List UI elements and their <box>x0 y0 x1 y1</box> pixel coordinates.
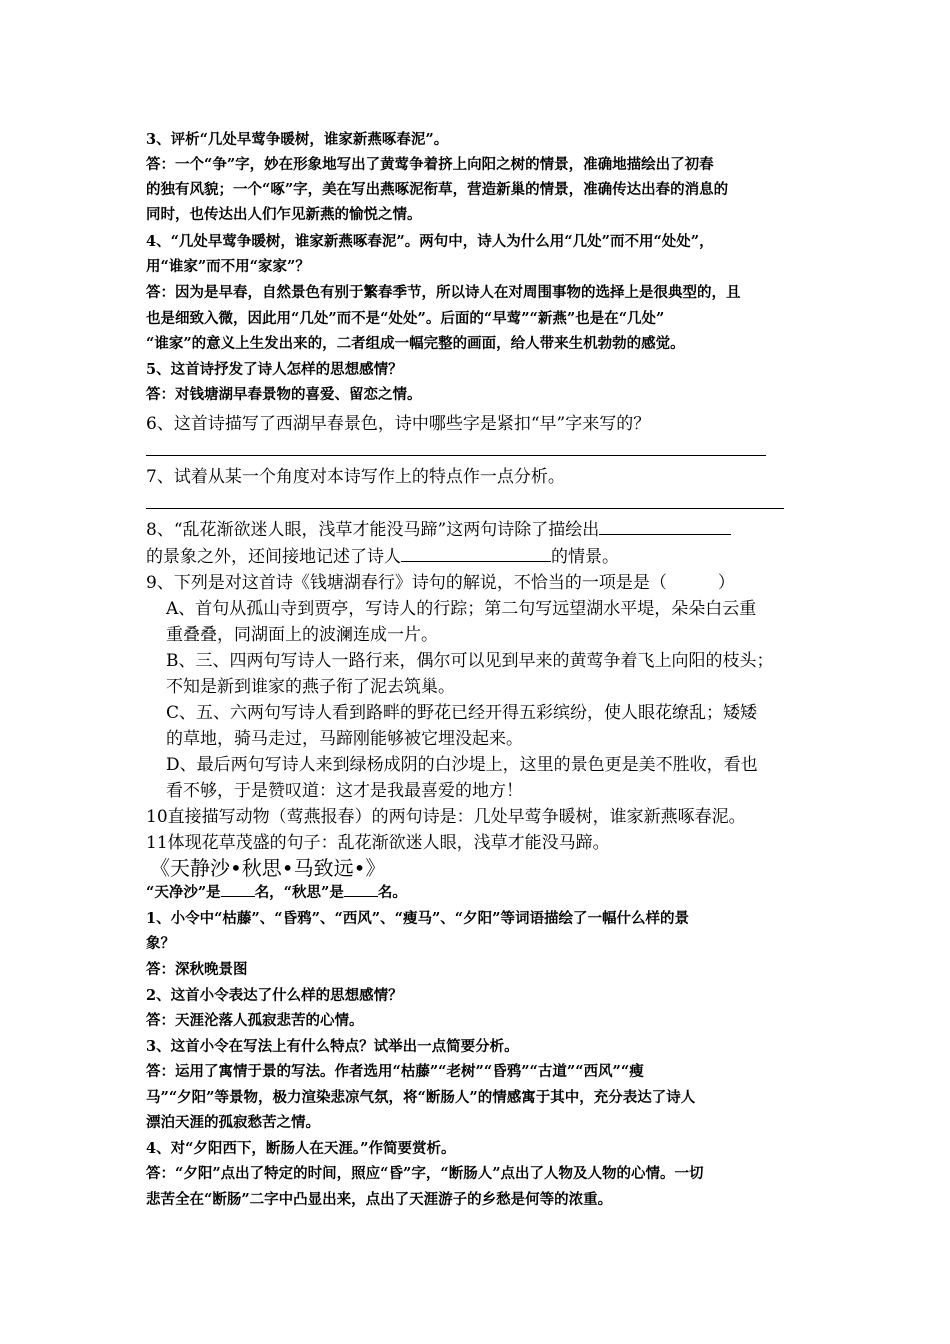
answer-5: 答：对钱塘湖早春景物的喜爱、留恋之情。 <box>146 386 422 403</box>
option-c-line-1: C、五、六两句写诗人看到路畔的野花已经开得五彩缤纷，使人眼花缭乱；矮矮 <box>166 703 758 723</box>
question-4-line-1: 4、“几处早莺争暖树，谁家新燕啄春泥”。两句中，诗人为什么用“几处”而不用“处处”， <box>146 233 714 250</box>
answer-line-7 <box>146 508 784 509</box>
question-8-text-a: 8、“乱花渐欲迷人眼，浅草才能没马蹄”这两句诗除了描绘出 <box>146 520 600 540</box>
question-8-line-1 <box>146 515 731 540</box>
option-b-line-2: 不知是新到谁家的燕子衔了泥去筑巢。 <box>166 677 455 697</box>
blank-8-scene[interactable] <box>599 520 731 535</box>
qs-question-1-line-2: 象？ <box>146 935 175 952</box>
blank-tianjingsha[interactable] <box>221 882 255 897</box>
question-3: 3、评析“几处早莺争暖树，谁家新燕啄春泥”。 <box>146 131 449 148</box>
answer-3-line-3: 同时，也传达出人们乍见新燕的愉悦之情。 <box>146 206 422 223</box>
question-8-line-2 <box>146 542 619 567</box>
question-5: 5、这首诗抒发了诗人怎样的思想感情？ <box>146 361 403 378</box>
fill-in-text-a: “天净沙”是 <box>146 884 221 901</box>
qs-question-4: 4、对“夕阳西下，断肠人在天涯。”作简要赏析。 <box>146 1140 456 1157</box>
qs-answer-2: 答：天涯沦落人孤寂悲苦的心情。 <box>146 1012 364 1029</box>
answer-4-line-2: 也是细致入微，因此用“几处”而不是“处处”。后面的“早莺”“新燕”也是在“几处” <box>146 310 665 327</box>
blank-qiusi[interactable] <box>344 882 378 897</box>
answer-3-line-2: 的独有风貌；一个“啄”字，美在写出燕啄泥衔草，营造新巢的情景，准确传达出春的消息的 <box>146 181 729 198</box>
answer-3-line-1: 答：一个“争”字，妙在形象地写出了黄莺争着挤上向阳之树的情景，准确地描绘出了初春 <box>146 156 714 173</box>
qs-answer-4-line-1: 答：“夕阳”点出了特定的时间，照应“昏”字，“断肠人”点出了人物及人物的心情。一切 <box>146 1165 704 1182</box>
section-title: 《天静沙•秋思•马致远•》 <box>150 856 386 880</box>
question-6: 6、这首诗描写了西湖早春景色，诗中哪些字是紧扣“早”字来写的？ <box>146 414 651 434</box>
item-11: 11体现花草茂盛的句子：乱花渐欲迷人眼，浅草才能没马蹄。 <box>146 833 610 853</box>
option-c-line-2: 的草地，骑马走过，马蹄刚能够被它埋没起来。 <box>166 729 523 749</box>
option-b-line-1: B、三、四两句写诗人一路行来，偶尔可以见到早来的黄莺争着飞上向阳的枝头； <box>166 651 774 671</box>
question-9: 9、下列是对这首诗《钱塘湖春行》诗句的解说，不恰当的一项是是（ ） <box>146 573 735 593</box>
qs-answer-4-line-2: 悲苦全在“断肠”二字中凸显出来，点出了天涯游子的乡愁是何等的浓重。 <box>146 1191 613 1208</box>
answer-4-line-1: 答：因为是早春，自然景色有别于繁春季节，所以诗人在对周围事物的选择上是很典型的，且 <box>146 284 741 301</box>
option-a-line-1: A、首句从孤山寺到贾亭，写诗人的行踪；第二句写远望湖水平堤，朵朵白云重 <box>166 599 757 619</box>
item-10: 10直接描写动物（莺燕报春）的两句诗是：几处早莺争暖树，谁家新燕啄春泥。 <box>146 807 746 827</box>
option-d-line-2: 看不够，于是赞叹道：这才是我最喜爱的地方！ <box>166 781 523 801</box>
question-8-text-c: 的情景。 <box>551 547 619 567</box>
fill-in-text-c: 名。 <box>377 884 407 901</box>
fill-in-name <box>146 881 407 902</box>
qs-answer-1: 答：深秋晚景图 <box>146 961 248 978</box>
qs-answer-3-line-1: 答：运用了寓情于景的写法。作者选用“枯藤”“老树”“昏鸦”“古道”“西风”“瘦 <box>146 1063 644 1080</box>
option-d-line-1: D、最后两句写诗人来到绿杨成阴的白沙堤上，这里的景色更是美不胜收，看也 <box>166 755 758 775</box>
question-7: 7、试着从某一个角度对本诗写作上的特点作一点分析。 <box>146 467 565 487</box>
qs-question-1-line-1: 1、小令中“枯藤”、“昏鸦”、“西风”、“瘦马”、“夕阳”等词语描绘了一幅什么样的景 <box>146 910 689 927</box>
answer-line-6 <box>146 455 766 456</box>
question-8-text-b: 的景象之外，还间接地记述了诗人 <box>146 547 401 567</box>
qs-question-2: 2、这首小令表达了什么样的思想感情？ <box>146 987 403 1004</box>
answer-4-line-3: “谁家”的意义上生发出来的，二者组成一幅完整的画面，给人带来生机勃勃的感觉。 <box>146 335 685 352</box>
qs-question-3: 3、这首小令在写法上有什么特点？试举出一点简要分析。 <box>146 1038 519 1055</box>
qs-answer-3-line-3: 漂泊天涯的孤寂愁苦之情。 <box>146 1114 320 1131</box>
qs-answer-3-line-2: 马”“夕阳”等景物，极力渲染悲凉气氛，将“断肠人”的情感寓于其中，充分表达了诗人 <box>146 1089 696 1106</box>
question-4-line-2: 用“谁家”而不用“家家”？ <box>146 258 310 275</box>
option-a-line-2: 重叠叠，同湖面上的波澜连成一片。 <box>166 625 438 645</box>
fill-in-text-b: 名，“秋思”是 <box>254 884 344 901</box>
blank-8-poet[interactable] <box>401 547 551 562</box>
